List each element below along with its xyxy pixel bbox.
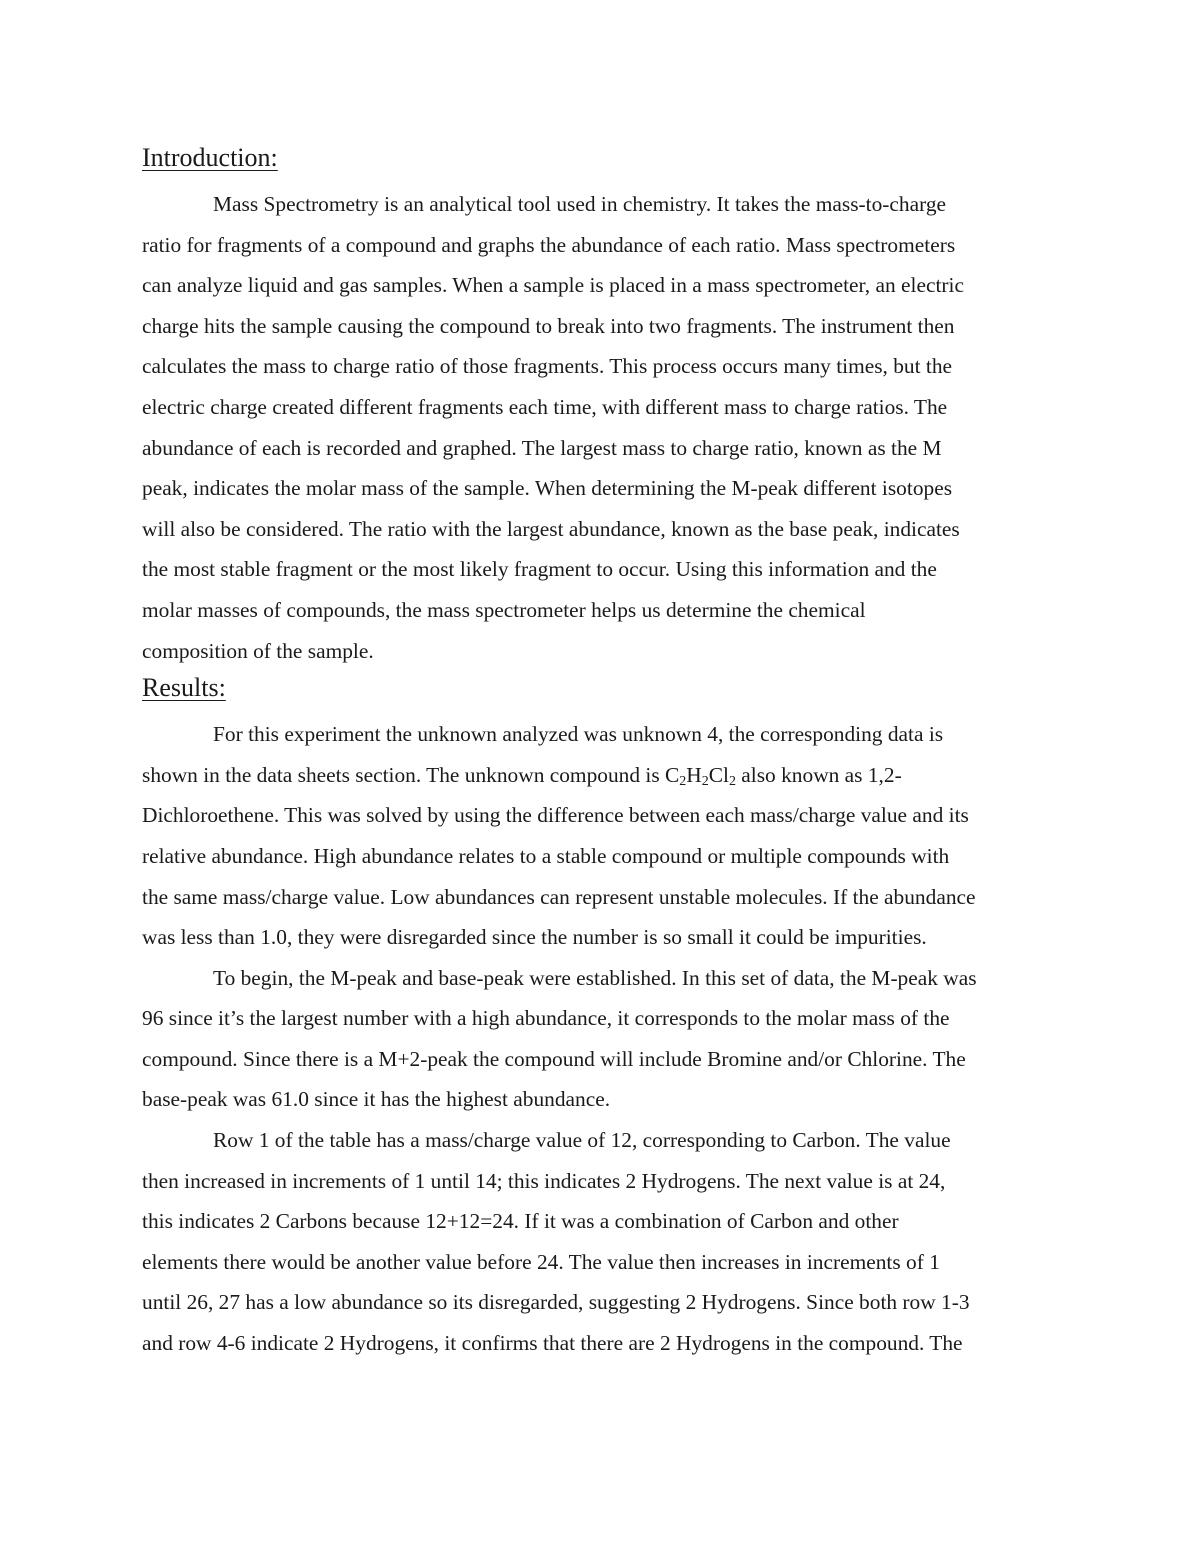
results-paragraph-1 <box>142 714 1062 958</box>
text-line-with-formula <box>142 755 1062 796</box>
text-line: and row 4-6 indicate 2 Hydrogens, it confirms that there are 2 Hydrogens in the compound. The <box>142 1331 963 1356</box>
text-line: compound. Since there is a M+2-peak the compound will include Bromine and/or Chlorine. The <box>142 1046 966 1071</box>
formula-subscript: 2 <box>728 773 736 789</box>
text-line: can analyze liquid and gas samples. When a sample is placed in a mass spectrometer, an electric <box>142 273 964 298</box>
text-line: base-peak was 61.0 since it has the highest abundance. <box>142 1087 611 1112</box>
text-line: ratio for fragments of a compound and graphs the abundance of each ratio. Mass spectrometers <box>142 232 956 257</box>
text-line: 96 since it’s the largest number with a high abundance, it corresponds to the molar mass of the <box>142 1006 950 1031</box>
text-line: Mass Spectrometry is an analytical tool used in chemistry. It takes the mass-to-charge <box>213 192 947 216</box>
text-line: charge hits the sample causing the compound to break into two fragments. The instrument then <box>142 313 955 338</box>
text-line: will also be considered. The ratio with the largest abundance, known as the base peak, indicates <box>142 516 960 541</box>
introduction-heading: Introduction: <box>142 143 278 172</box>
text-line: molar masses of compounds, the mass spectrometer helps us determine the chemical <box>142 597 866 622</box>
results-paragraph-2 <box>142 958 1062 1120</box>
results-heading: Results: <box>142 673 226 703</box>
results-paragraph-3 <box>142 1120 1062 1364</box>
text-line: the most stable fragment or the most likely fragment to occur. Using this information and the <box>142 557 937 582</box>
formula-subscript: 2 <box>679 773 687 789</box>
text-fragment: Cl <box>708 762 729 787</box>
text-line: elements there would be another value before 24. The value then increases in increments of 1 <box>142 1249 940 1274</box>
introduction-paragraph <box>142 184 1062 671</box>
text-line: was less than 1.0, they were disregarded since the number is so small it could be impurities. <box>142 925 927 950</box>
text-line: composition of the sample. <box>142 638 374 663</box>
text-fragment: H <box>686 762 702 787</box>
text-line: electric charge created different fragments each time, with different mass to charge ratios. The <box>142 394 948 419</box>
text-line: then increased in increments of 1 until 14; this indicates 2 Hydrogens. The next value is at 24, <box>142 1168 946 1193</box>
text-fragment: shown in the data sheets section. The unknown compound is C <box>142 762 680 787</box>
text-line: this indicates 2 Carbons because 12+12=24. If it was a combination of Carbon and other <box>142 1209 899 1234</box>
text-line: calculates the mass to charge ratio of those fragments. This process occurs many times, but the <box>142 354 953 379</box>
text-line: until 26, 27 has a low abundance so its disregarded, suggesting 2 Hydrogens. Since both row 1-3 <box>142 1290 970 1315</box>
text-line: peak, indicates the molar mass of the sample. When determining the M-peak different isotopes <box>142 476 953 501</box>
formula-subscript: 2 <box>701 773 709 789</box>
text-line: relative abundance. High abundance relates to a stable compound or multiple compounds with <box>142 843 950 868</box>
document-page <box>142 141 1062 1364</box>
text-line: the same mass/charge value. Low abundances can represent unstable molecules. If the abundance <box>142 884 976 909</box>
text-fragment: also known as 1,2- <box>735 762 902 787</box>
text-line: Dichloroethene. This was solved by using the difference between each mass/charge value and its <box>142 803 969 828</box>
text-line: abundance of each is recorded and graphed. The largest mass to charge ratio, known as the M <box>142 435 942 460</box>
text-line: To begin, the M-peak and base-peak were established. In this set of data, the M-peak was <box>213 965 977 990</box>
text-line: Row 1 of the table has a mass/charge value of 12, corresponding to Carbon. The value <box>213 1128 951 1153</box>
text-line: For this experiment the unknown analyzed was unknown 4, the corresponding data is <box>213 722 944 747</box>
